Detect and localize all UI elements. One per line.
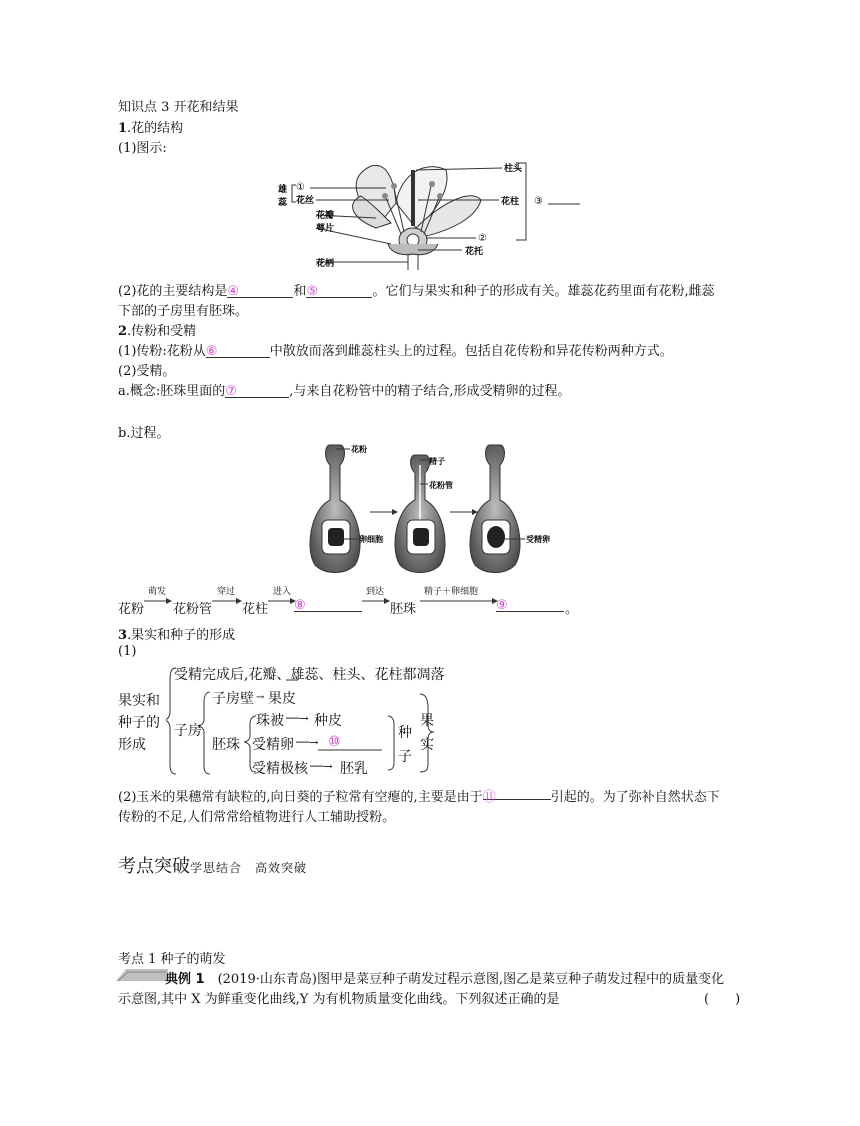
breakthrough-subtitle: 学思结合 高效突破: [190, 861, 308, 875]
para-incomplete-pollination: (2)玉米的果穗常有缺粒的,向日葵的子粒常有空瘪的,主要是由于⑪ 引起的。为了弥补自然状态下: [118, 786, 720, 805]
tree-arrow-integument: ──→: [286, 712, 309, 725]
tree-root-line2: 种子的: [118, 715, 160, 731]
example-line-1: 典例 1 (2019·山东青岛)图甲是菜豆种子萌发过程示意图,图乙是菜豆种子萌发过程中的质量变化: [165, 972, 725, 987]
answer-parentheses: ( ): [704, 992, 741, 1007]
flower-structure-diagram: [276, 158, 586, 270]
blank-5: ⑤: [306, 284, 372, 298]
flow-arrow-4: [362, 597, 390, 605]
para-process: b.过程。: [118, 426, 170, 441]
tree-ovary: 子房: [174, 723, 202, 739]
fruit-seed-tree: [118, 664, 458, 778]
label-stamen-1: 雄: [278, 185, 288, 195]
keypoint-title: 考点 1 种子的萌发: [118, 952, 226, 967]
heading-fruit-seed: 3.果实和种子的形成: [118, 628, 236, 643]
section-title: 知识点 3 开花和结果: [118, 100, 239, 115]
tree-arrow-zygote: ──→: [296, 736, 319, 749]
pistil-2: [395, 455, 445, 573]
flow-arrow-1: [144, 597, 172, 605]
blank-10: ⑩: [328, 734, 341, 750]
tree-endosperm: 胚乳: [340, 761, 368, 777]
example-label: 典例 1: [165, 972, 205, 987]
flow-arrow-label-3: 进入: [273, 587, 292, 597]
label-egg-cell: 卵细胞: [359, 535, 383, 544]
flow-end: 。: [565, 602, 579, 617]
para-tree-label: (1): [118, 644, 137, 659]
flow-node-pollen: 花粉: [118, 602, 145, 617]
label-pollen: 花粉: [351, 445, 367, 454]
blank-11: ⑪: [483, 786, 551, 800]
tree-integument: 珠被: [256, 713, 284, 729]
blank-4: ④: [227, 284, 293, 298]
fertilization-process-diagram: [300, 440, 590, 580]
blank-9: ⑨: [496, 598, 564, 612]
tree-ovary-wall: 子房壁: [212, 691, 254, 707]
blank-8: ⑧: [294, 598, 362, 612]
heading-pollination: 2.传粉和受精: [118, 324, 197, 339]
para-artificial-pollination: 传粉的不足,人们常常给植物进行人工辅助授粉。: [118, 810, 396, 825]
tree-root-line3: 形成: [118, 737, 146, 753]
para-main-structures-cont: 下部的子房里有胚珠。: [118, 304, 249, 319]
tree-seed-coat: 种皮: [314, 713, 342, 729]
label-stigma: 柱头: [504, 164, 523, 174]
tree-fruit-2: 实: [420, 737, 434, 753]
flow-arrow-label-2: 穿过: [217, 587, 236, 597]
label-peduncle: 花柄: [316, 259, 335, 269]
tree-top-note: 受精完成后,花瓣、雄蕊、柱头、花柱都凋落: [174, 667, 445, 683]
flow-arrow-5: [420, 597, 498, 605]
example-badge: [116, 966, 168, 982]
tree-arrow-wall: →: [256, 692, 265, 703]
heading-text: .花的结构: [127, 121, 184, 136]
heading-number: 1: [118, 121, 128, 136]
label-circle-3: ③: [534, 196, 543, 207]
tree-pericarp: 果皮: [268, 691, 296, 707]
flow-node-style: 花柱: [242, 602, 269, 617]
flow-node-tube: 花粉管: [173, 602, 213, 617]
tree-arrow-polar: ──→: [310, 760, 333, 773]
label-receptacle: 花托: [465, 247, 484, 257]
tree-seed-1: 种: [398, 725, 412, 741]
label-filament: 花丝: [296, 196, 315, 206]
label-sperm: 精子: [429, 457, 445, 466]
tree-polar-nuclei: 受精极核: [252, 761, 308, 777]
label-pollen-tube: 花粉管: [429, 481, 453, 490]
flow-arrow-3: [268, 597, 296, 605]
example-line-2: 示意图,其中 X 为鲜重变化曲线,Y 为有机物质量变化曲线。下列叙述正确的是: [118, 992, 560, 1007]
para-diagram-label: (1)图示:: [118, 141, 167, 156]
para-fertilization: (2)受精。: [118, 364, 176, 379]
tree-seed-2: 子: [398, 749, 412, 765]
label-circle-1: ①: [296, 182, 305, 193]
flow-arrow-label-5: 精子＋卵细胞: [424, 587, 479, 597]
blank-6: ⑥: [206, 344, 270, 358]
blank-7: ⑦: [225, 384, 289, 398]
para-pollination: (1)传粉:花粉从⑥ 中散放而落到雌蕊柱头上的过程。包括自花传粉和异花传粉两种方式。: [118, 344, 673, 359]
label-petal: 花瓣: [316, 211, 335, 221]
flow-arrow-label-1: 萌发: [148, 587, 167, 597]
para-main-structures: (2)花的主要结构是④ 和⑤ 。它们与果实和种子的形成有关。雄蕊花药里面有花粉,雌蕊: [118, 284, 715, 299]
tree-ovule: 胚珠: [212, 737, 240, 753]
flow-arrow-label-4: 到达: [366, 587, 385, 597]
tree-fruit-1: 果: [420, 713, 434, 729]
pistil-1: [310, 445, 360, 573]
tree-zygote: 受精卵: [252, 737, 294, 753]
breakthrough-heading: [118, 852, 307, 878]
label-sepal: 萼片: [316, 224, 335, 234]
breakthrough-title: 考点突破: [118, 856, 190, 877]
label-circle-2: ②: [478, 233, 487, 244]
pistil-3: [470, 445, 520, 573]
label-stamen-2: 蕊: [278, 198, 288, 208]
heading-flower-structure: [118, 117, 183, 136]
tree-root-line1: 果实和: [118, 693, 160, 709]
flow-arrow-2: [212, 597, 242, 605]
flow-node-ovule: 胚珠: [390, 602, 417, 617]
fertilization-flow: [118, 584, 579, 617]
para-fertilization-concept: a.概念:胚珠里面的⑦ ,与来自花粉管中的精子结合,形成受精卵的过程。: [118, 384, 571, 399]
label-zygote: 受精卵: [526, 535, 550, 544]
label-style: 花柱: [501, 197, 520, 207]
